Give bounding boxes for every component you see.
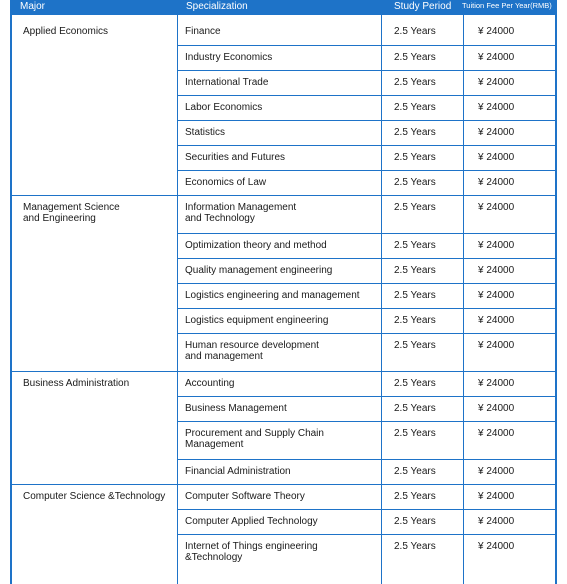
tuition-fee-cell: ¥ 24000 (478, 290, 515, 301)
group-divider (10, 195, 557, 196)
specialization-cell-line: Labor Economics (185, 102, 263, 113)
major-cell-line: and Engineering (23, 213, 96, 224)
specialization-cell (185, 152, 285, 163)
row-divider (178, 396, 556, 397)
row-divider (178, 45, 556, 46)
specialization-cell-line: Internet of Things engineering (185, 541, 318, 552)
study-period-cell: 2.5 Years (394, 541, 436, 552)
specialization-cell (185, 541, 318, 563)
row-divider (178, 95, 556, 96)
specialization-cell-line: Optimization theory and method (185, 240, 327, 251)
specialization-cell (185, 290, 360, 301)
study-period-cell: 2.5 Years (394, 152, 436, 163)
specialization-cell-line: Computer Applied Technology (185, 516, 318, 527)
study-period-cell: 2.5 Years (394, 378, 436, 389)
specialization-cell-line: Finance (185, 26, 221, 37)
row-divider (178, 170, 556, 171)
specialization-cell-line: Economics of Law (185, 177, 267, 188)
tuition-fee-cell: ¥ 24000 (478, 52, 515, 63)
specialization-cell-line: Procurement and Supply Chain (185, 428, 324, 439)
header-tuition-fee: Tuition Fee Per Year(RMB) (462, 1, 552, 10)
tuition-fee-cell: ¥ 24000 (478, 516, 515, 527)
row-divider (178, 509, 556, 510)
specialization-cell (185, 378, 234, 389)
row-divider (178, 258, 556, 259)
tuition-fee-cell: ¥ 24000 (478, 491, 515, 502)
column-divider (177, 15, 178, 584)
specialization-cell (185, 177, 266, 188)
specialization-cell (185, 315, 328, 326)
specialization-cell-line: Management (185, 439, 244, 450)
study-period-cell: 2.5 Years (394, 265, 436, 276)
major-cell (23, 26, 108, 37)
specialization-cell-line: Industry Economics (185, 52, 273, 63)
major-cell-line: Business Administration (23, 378, 130, 389)
row-divider (178, 283, 556, 284)
study-period-cell: 2.5 Years (394, 491, 436, 502)
study-period-cell: 2.5 Years (394, 102, 436, 113)
tuition-fee-cell: ¥ 24000 (478, 428, 515, 439)
tuition-fee-cell: ¥ 24000 (478, 403, 515, 414)
row-divider (178, 459, 556, 460)
row-divider (178, 421, 556, 422)
major-cell (23, 491, 165, 502)
study-period-cell: 2.5 Years (394, 177, 436, 188)
group-divider (10, 484, 557, 485)
specialization-cell-line: Financial Administration (185, 466, 291, 477)
tuition-fee-cell: ¥ 24000 (478, 127, 515, 138)
tuition-fee-cell: ¥ 24000 (478, 240, 515, 251)
specialization-cell (185, 102, 262, 113)
specialization-cell (185, 466, 291, 477)
header-study-period: Study Period (394, 1, 452, 12)
tuition-fee-cell: ¥ 24000 (478, 152, 515, 163)
specialization-cell-line: Securities and Futures (185, 152, 286, 163)
row-divider (178, 233, 556, 234)
major-cell-line: Management Science (23, 202, 120, 213)
specialization-cell (185, 491, 305, 502)
specialization-cell (185, 240, 327, 251)
major-cell-line: Applied Economics (23, 26, 109, 37)
specialization-cell-line: and Technology (185, 213, 255, 224)
specialization-cell (185, 52, 272, 63)
study-period-cell: 2.5 Years (394, 290, 436, 301)
tuition-fee-cell: ¥ 24000 (478, 315, 515, 326)
group-divider (10, 371, 557, 372)
specialization-cell-line: Logistics engineering and management (185, 290, 360, 301)
column-divider (463, 15, 464, 584)
specialization-cell-line: Human resource development (185, 340, 319, 351)
specialization-cell-line: Statistics (185, 127, 226, 138)
major-cell (23, 378, 129, 389)
specialization-cell (185, 26, 221, 37)
row-divider (178, 145, 556, 146)
specialization-cell-line: Logistics equipment engineering (185, 315, 329, 326)
study-period-cell: 2.5 Years (394, 340, 436, 351)
major-cell (23, 202, 120, 224)
specialization-cell (185, 340, 319, 362)
tuition-fee-cell: ¥ 24000 (478, 102, 515, 113)
tuition-fee-cell: ¥ 24000 (478, 177, 515, 188)
specialization-cell (185, 403, 287, 414)
tuition-fee-cell: ¥ 24000 (478, 340, 515, 351)
tuition-fee-cell: ¥ 24000 (478, 202, 515, 213)
specialization-cell (185, 516, 318, 527)
table-header (10, 0, 557, 15)
specialization-cell-line: Information Management (185, 202, 297, 213)
tuition-fee-cell: ¥ 24000 (478, 26, 515, 37)
specialization-cell (185, 265, 332, 276)
study-period-cell: 2.5 Years (394, 26, 436, 37)
major-cell-line: Computer Science &Technology (23, 491, 166, 502)
column-divider (381, 15, 382, 584)
specialization-cell (185, 428, 324, 450)
tuition-fee-cell: ¥ 24000 (478, 265, 515, 276)
row-divider (178, 120, 556, 121)
specialization-cell-line: &Technology (185, 552, 243, 563)
study-period-cell: 2.5 Years (394, 466, 436, 477)
specialization-cell (185, 127, 225, 138)
row-divider (178, 333, 556, 334)
specialization-cell-line: International Trade (185, 77, 269, 88)
specialization-cell-line: Business Management (185, 403, 287, 414)
row-divider (178, 70, 556, 71)
tuition-fee-cell: ¥ 24000 (478, 378, 515, 389)
header-major: Major (20, 1, 46, 12)
study-period-cell: 2.5 Years (394, 52, 436, 63)
row-divider (178, 308, 556, 309)
specialization-cell-line: Quality management engineering (185, 265, 333, 276)
row-divider (178, 534, 556, 535)
tuition-fee-cell: ¥ 24000 (478, 466, 515, 477)
study-period-cell: 2.5 Years (394, 127, 436, 138)
study-period-cell: 2.5 Years (394, 428, 436, 439)
study-period-cell: 2.5 Years (394, 516, 436, 527)
tuition-fee-cell: ¥ 24000 (478, 541, 515, 552)
specialization-cell-line: Computer Software Theory (185, 491, 305, 502)
specialization-cell-line: and management (185, 351, 263, 362)
tuition-fee-cell: ¥ 24000 (478, 77, 515, 88)
specialization-cell-line: Accounting (185, 378, 235, 389)
study-period-cell: 2.5 Years (394, 403, 436, 414)
study-period-cell: 2.5 Years (394, 240, 436, 251)
specialization-cell (185, 77, 268, 88)
study-period-cell: 2.5 Years (394, 315, 436, 326)
study-period-cell: 2.5 Years (394, 77, 436, 88)
header-specialization: Specialization (186, 1, 248, 12)
study-period-cell: 2.5 Years (394, 202, 436, 213)
specialization-cell (185, 202, 296, 224)
